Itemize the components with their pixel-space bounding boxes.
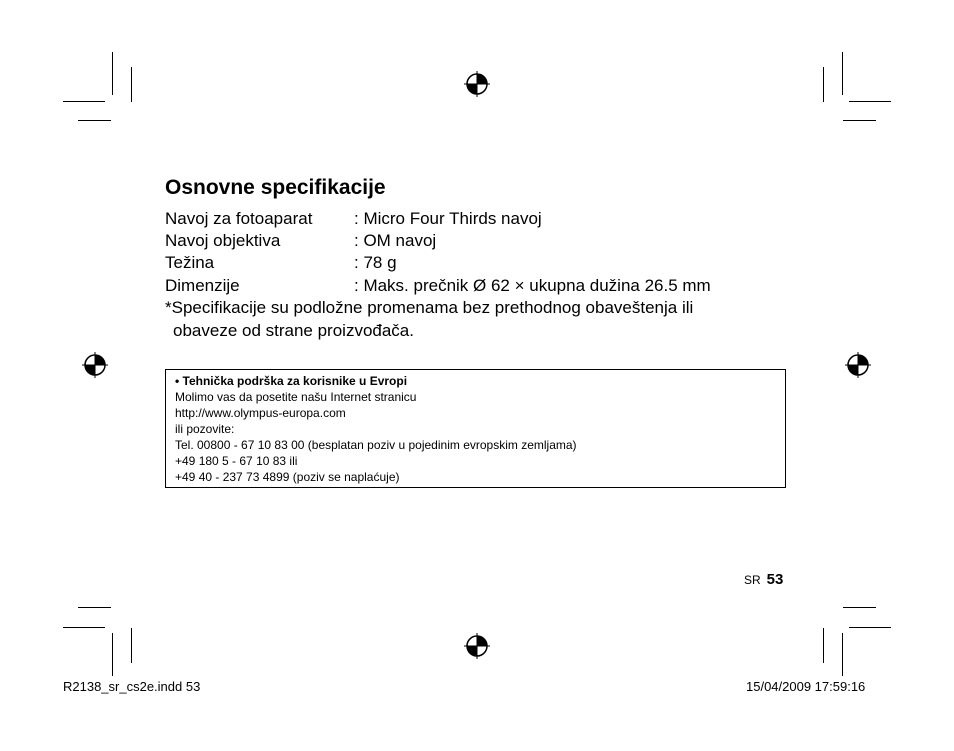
- crop-mark: [131, 67, 132, 102]
- support-line: ili pozovite:: [175, 422, 235, 436]
- registration-mark-icon: [464, 633, 490, 659]
- crop-mark: [842, 52, 843, 95]
- spec-value: : Maks. prečnik Ø 62 × ukupna dužina 26.5 mm: [354, 276, 711, 295]
- registration-mark-icon: [82, 352, 108, 378]
- spec-value: : 78 g: [354, 253, 397, 272]
- spec-note: *Specifikacije su podložne promenama bez prethodnog obaveštenja ili: [165, 298, 694, 317]
- page-number: [744, 571, 783, 589]
- crop-mark: [843, 607, 876, 608]
- crop-mark: [63, 627, 105, 628]
- spec-label: Dimenzije: [165, 276, 240, 295]
- page-title: Osnovne specifikacije: [165, 176, 386, 199]
- crop-mark: [823, 67, 824, 102]
- support-phone: +49 40 - 237 73 4899 (poziv se naplaćuje): [175, 470, 400, 484]
- registration-mark-icon: [845, 352, 871, 378]
- crop-mark: [849, 627, 891, 628]
- spec-label: Navoj za fotoaparat: [165, 209, 313, 228]
- crop-mark: [78, 607, 111, 608]
- crop-mark: [112, 52, 113, 95]
- crop-mark: [112, 633, 113, 676]
- spec-label: Navoj objektiva: [165, 231, 281, 250]
- page-number-value: 53: [766, 571, 784, 588]
- crop-mark: [823, 628, 824, 663]
- crop-mark: [63, 101, 105, 102]
- support-line: Molimo vas da posetite našu Internet stranicu: [175, 390, 417, 404]
- footer-filename: R2138_sr_cs2e.indd 53: [63, 679, 201, 694]
- support-box: [165, 369, 786, 488]
- spec-value: : Micro Four Thirds navoj: [354, 209, 542, 228]
- language-code: SR: [744, 573, 761, 587]
- support-heading: • Tehnička podrška za korisnike u Evropi: [175, 374, 408, 388]
- crop-mark: [131, 628, 132, 663]
- footer-timestamp: 15/04/2009 17:59:16: [746, 679, 866, 694]
- spec-value: : OM navoj: [354, 231, 437, 250]
- spec-note: obaveze od strane proizvođača.: [173, 321, 414, 340]
- crop-mark: [842, 633, 843, 676]
- support-phone: Tel. 00800 - 67 10 83 00 (besplatan poziv u pojedinim evropskim zemljama): [175, 438, 577, 452]
- crop-mark: [78, 120, 111, 121]
- support-url[interactable]: http://www.olympus-europa.com: [175, 406, 346, 420]
- crop-mark: [849, 101, 891, 102]
- spec-label: Težina: [165, 253, 215, 272]
- crop-mark: [843, 120, 876, 121]
- registration-mark-icon: [464, 71, 490, 97]
- support-phone: +49 180 5 - 67 10 83 ili: [175, 454, 298, 468]
